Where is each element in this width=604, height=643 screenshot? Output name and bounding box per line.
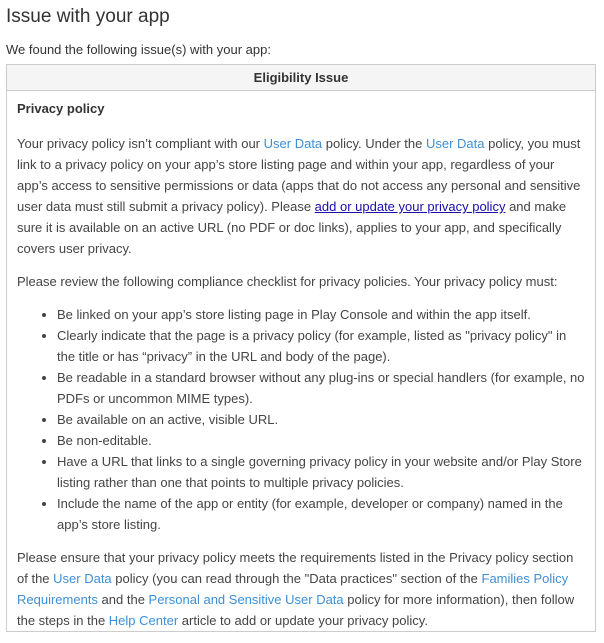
intro-text: We found the following issue(s) with your app:	[6, 42, 271, 57]
personal-sensitive-user-data-link[interactable]: Personal and Sensitive User Data	[148, 592, 344, 607]
add-update-privacy-policy-link[interactable]: add or update your privacy policy	[314, 199, 506, 214]
compliance-checklist	[17, 304, 585, 535]
checklist-item: • Be readable in a standard browser without any plug-ins or special handlers (for example, no PDFs or uncommon MIME types).	[57, 367, 585, 409]
checklist-item: • Be available on an active, visible URL.	[57, 409, 585, 430]
issue-body	[7, 91, 595, 631]
checklist-item: • Be non-editable.	[57, 430, 585, 451]
user-data-link[interactable]: User Data	[425, 136, 485, 151]
text-segment: policy for more information), then follow the steps in the	[17, 592, 575, 628]
issue-title: Privacy policy	[17, 101, 105, 116]
text-segment: policy. Under the	[322, 136, 426, 151]
issue-table	[6, 64, 596, 632]
text-segment: and the	[97, 592, 149, 607]
text-segment: policy, you must link to a privacy policy on your app’s store listing page and within your app, regardless of your app’s access to sensitive permissions or data (apps that do not access any personal and sensitive user data must still submit a privacy policy). Please	[17, 136, 581, 214]
user-data-link[interactable]: User Data	[53, 571, 112, 586]
families-policy-requirements-link[interactable]: Families Policy Requirements	[17, 571, 569, 607]
issue-description	[17, 133, 585, 259]
text-segment: policy (you can read through the "Data practices" section of the	[111, 571, 482, 586]
checklist-item: • Include the name of the app or entity (for example, developer or company) named in the app’s store listing.	[57, 493, 585, 535]
text-segment: Please ensure that your privacy policy meets the requirements listed in the Privacy policy section of the	[17, 550, 574, 586]
page-title: Issue with your app	[6, 6, 170, 27]
text-segment: and make sure it is available on an active URL (no PDF or doc links), applies to your app, and specifically covers user privacy.	[17, 199, 567, 256]
requirements-paragraph	[17, 547, 585, 631]
text-segment: article to add or update your privacy policy.	[178, 613, 428, 628]
checklist-item: • Have a URL that links to a single governing privacy policy in your website and/or Play Store listing rather than one that points to multiple privacy policies.	[57, 451, 585, 493]
checklist-item: • Clearly indicate that the page is a privacy policy (for example, listed as "privacy policy" in the title or has “privacy” in the URL and body of the page).	[57, 325, 585, 367]
checklist-intro: Please review the following compliance checklist for privacy policies. Your privacy policy must:	[17, 274, 558, 289]
issue-table-header: Eligibility Issue	[7, 65, 595, 91]
checklist-item: • Be linked on your app’s store listing page in Play Console and within the app itself.	[57, 304, 585, 325]
help-center-link[interactable]: Help Center	[108, 613, 179, 628]
user-data-link[interactable]: User Data	[263, 136, 323, 151]
text-segment: Your privacy policy isn’t compliant with our	[17, 136, 264, 151]
